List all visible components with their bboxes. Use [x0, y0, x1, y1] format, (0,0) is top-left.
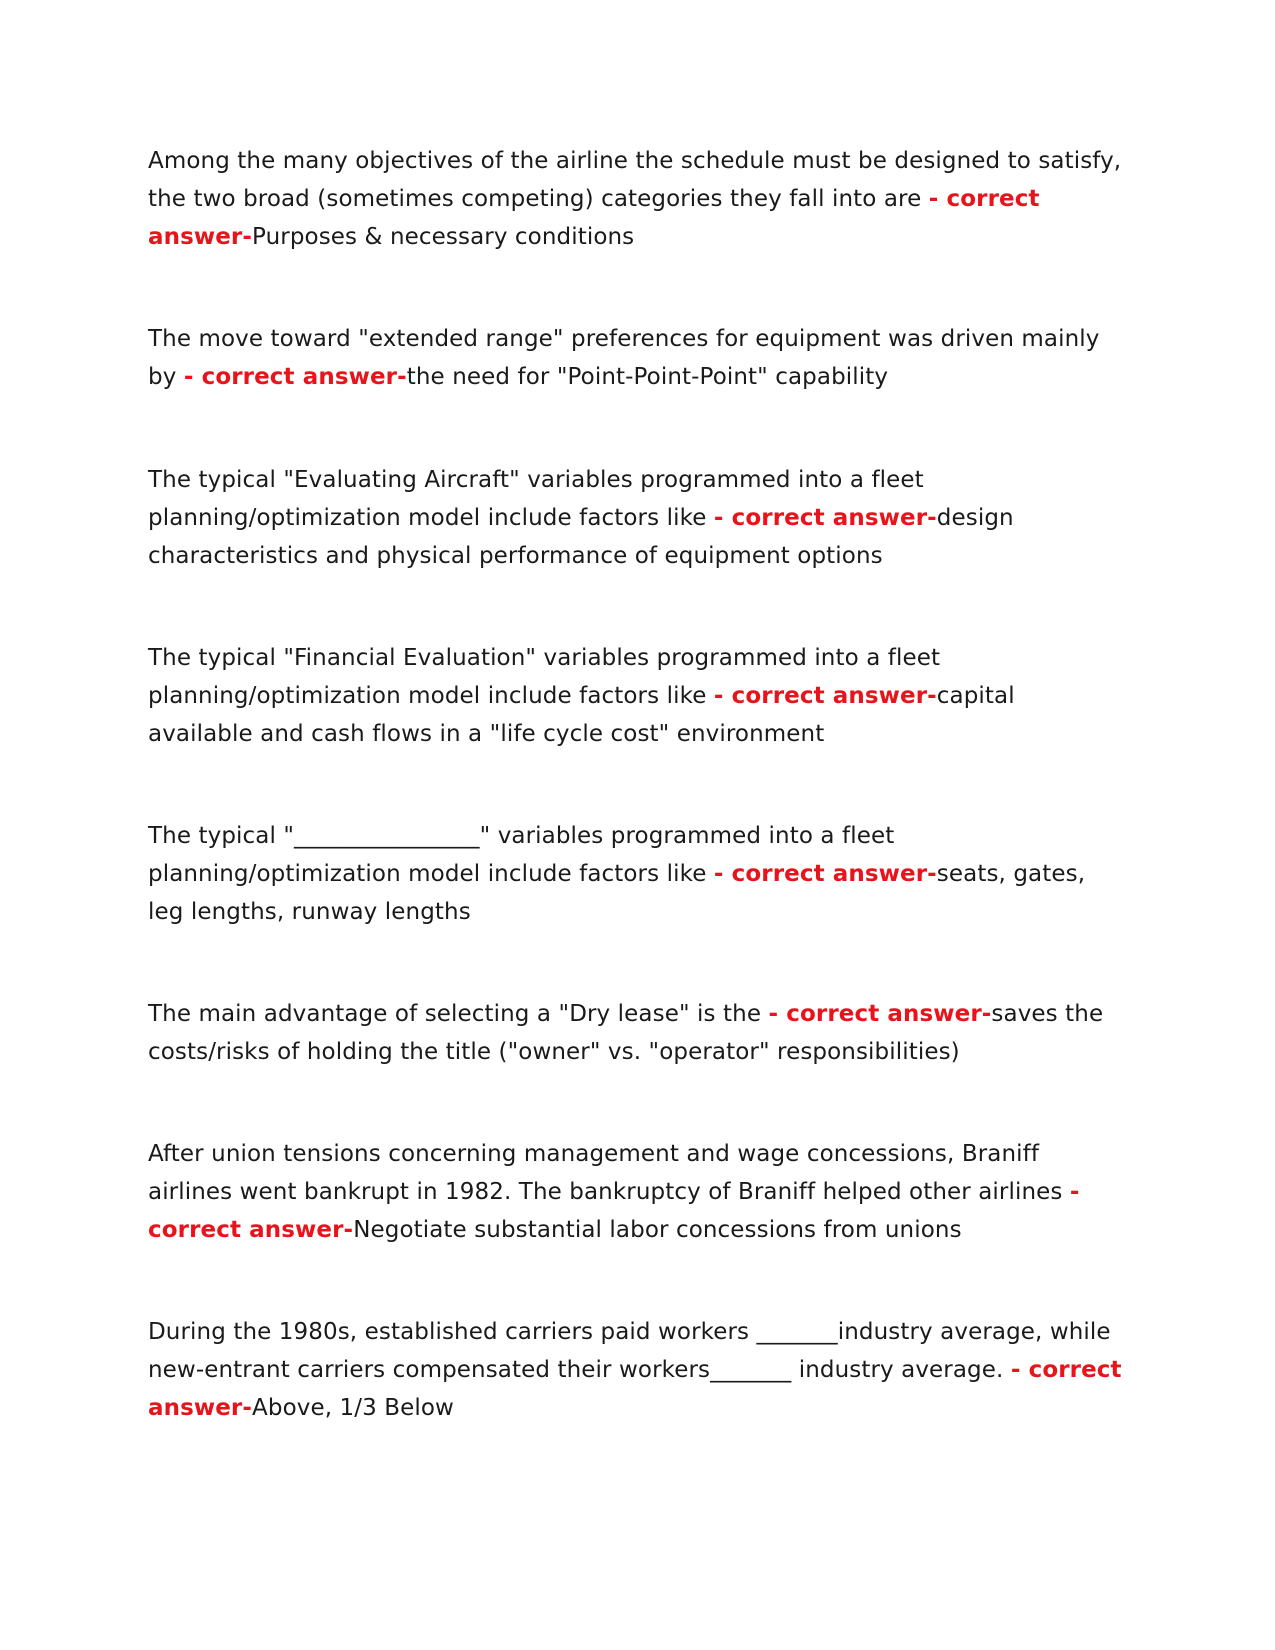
- correct-answer-marker: - correct answer-: [768, 1001, 992, 1027]
- qa-item-3: [148, 461, 1123, 575]
- question-text: Among the many objectives of the airline the schedule must be designed to satisfy, the two broad (sometimes competing) categories they fall into are: [148, 148, 1122, 212]
- correct-answer-marker: - correct answer-: [148, 186, 1040, 250]
- qa-item-4: [148, 639, 1123, 753]
- correct-answer-marker: - correct answer-: [713, 505, 937, 531]
- answer-text: design characteristics and physical performance of equipment options: [148, 505, 1014, 569]
- correct-answer-marker: - correct answer-: [148, 1357, 1122, 1421]
- answer-text: Negotiate substantial labor concessions from unions: [353, 1217, 962, 1243]
- qa-item-8: [148, 1313, 1123, 1427]
- answer-text: saves the costs/risks of holding the title ("owner" vs. "operator" responsibilities): [148, 1001, 1104, 1065]
- question-text: After union tensions concerning management and wage concessions, Braniff airlines went bankrupt in 1982. The bankruptcy of Braniff helped other airlines: [148, 1141, 1070, 1205]
- correct-answer-marker: - correct answer-: [713, 683, 937, 709]
- question-text: The typical "Evaluating Aircraft" variables programmed into a fleet planning/optimization model include factors like: [148, 467, 924, 531]
- question-text: The main advantage of selecting a "Dry lease" is the: [148, 1001, 769, 1027]
- correct-answer-marker: - correct answer-: [148, 1179, 1080, 1243]
- qa-item-2: [148, 320, 1123, 396]
- qa-item-5: [148, 817, 1123, 931]
- answer-text: seats, gates, leg lengths, runway lengths: [148, 861, 1086, 925]
- correct-answer-marker: - correct answer-: [713, 861, 937, 887]
- question-text: The typical "________________" variables programmed into a fleet planning/optimization model include factors like: [148, 823, 895, 887]
- answer-text: Purposes & necessary conditions: [252, 224, 635, 250]
- answer-text: capital available and cash flows in a "life cycle cost" environment: [148, 683, 1015, 747]
- answer-text: the need for "Point-Point-Point" capability: [406, 364, 889, 390]
- qa-item-7: [148, 1135, 1123, 1249]
- question-text: During the 1980s, established carriers paid workers _______industry average, while new-entrant carriers compensated their workers_______ industry average.: [148, 1319, 1111, 1383]
- qa-item-1: [148, 142, 1123, 256]
- question-text: The typical "Financial Evaluation" variables programmed into a fleet planning/optimization model include factors like: [148, 645, 941, 709]
- answer-text: Above, 1/3 Below: [252, 1395, 454, 1421]
- correct-answer-marker: - correct answer-: [183, 364, 407, 390]
- qa-item-6: [148, 995, 1123, 1071]
- question-text: The move toward "extended range" preferences for equipment was driven mainly by: [148, 326, 1100, 390]
